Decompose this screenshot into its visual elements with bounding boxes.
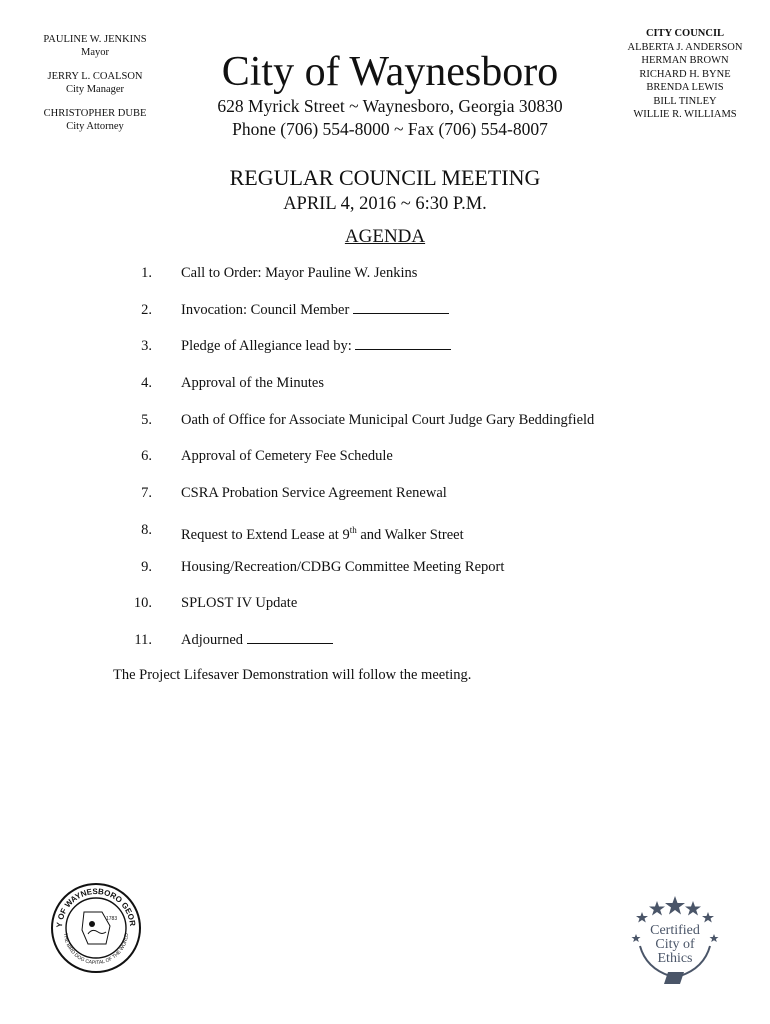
agenda-item — [100, 370, 660, 407]
agenda-list — [100, 260, 660, 664]
agenda-item — [100, 590, 660, 627]
city-council-list — [610, 27, 760, 122]
agenda-text-wrap — [181, 627, 660, 664]
agenda-number: 7. — [141, 485, 152, 502]
agenda-text: Approval of the Minutes — [181, 375, 324, 392]
official-name: PAULINE W. JENKINS — [43, 34, 147, 45]
meeting-footnote: The Project Lifesaver Demonstration will follow the meeting. — [113, 667, 472, 683]
agenda-number: 9. — [141, 558, 152, 575]
ga-emblem-icon — [664, 972, 684, 984]
council-member: HERMAN BROWN — [641, 55, 729, 66]
agenda-item — [100, 333, 660, 370]
agenda-number: 6. — [141, 448, 152, 465]
council-member: BILL TINLEY — [653, 95, 717, 107]
agenda-number: 2. — [141, 301, 152, 318]
agenda-text: Pledge of Allegiance lead by: — [181, 338, 356, 355]
agenda-text-wrap — [181, 517, 660, 554]
city-name-title: City of Waynesboro — [221, 49, 559, 95]
official-city-attorney — [20, 107, 170, 133]
agenda-item — [100, 517, 660, 554]
agenda-text: Adjourned — [181, 631, 247, 648]
agenda-item — [100, 260, 660, 297]
agenda-number: 4. — [141, 375, 152, 392]
fill-in-blank — [355, 333, 451, 350]
agenda-item — [100, 480, 660, 517]
meeting-title: REGULAR COUNCIL MEETING — [229, 165, 541, 190]
agenda-text: Call to Order: Mayor Pauline W. Jenkins — [181, 265, 418, 281]
officials-list — [20, 33, 170, 144]
official-name: CHRISTOPHER DUBE — [43, 108, 147, 119]
fill-in-blank — [353, 297, 449, 314]
meeting-date: APRIL 4, 2016 ~ 6:30 P.M. — [283, 194, 487, 214]
agenda-number: 1. — [141, 265, 152, 281]
badge-line-2: City of — [655, 937, 695, 952]
council-member: ALBERTA J. ANDERSON — [627, 41, 743, 53]
agenda-number: 3. — [141, 338, 152, 355]
city-seal-logo — [50, 882, 142, 974]
badge-line-1: Certified — [650, 923, 700, 938]
seal-graphic — [50, 882, 142, 974]
official-city-manager — [20, 70, 170, 96]
agenda-number: 8. — [141, 521, 152, 538]
seal-motto: THE BIRD DOG CAPITAL OF THE WORLD — [61, 932, 131, 967]
agenda-item — [100, 297, 660, 334]
official-title: Mayor — [81, 47, 109, 58]
agenda-text: CSRA Probation Service Agreement Renewal — [181, 485, 447, 502]
fill-in-blank — [247, 627, 333, 644]
seal-ring-text: Y OF WAYNESBORO GEOR — [54, 886, 138, 928]
agenda-number: 10. — [133, 595, 152, 612]
official-title: City Attorney — [66, 121, 124, 132]
letterhead-contact — [190, 95, 590, 141]
council-heading: CITY COUNCIL — [645, 28, 725, 39]
agenda-text: Invocation: Council Member — [181, 301, 353, 318]
agenda-item — [100, 627, 660, 664]
agenda-item — [100, 407, 660, 444]
agenda-text: and Walker Street — [356, 526, 464, 543]
street-address: 628 Myrick Street ~ Waynesboro, Georgia 30830 — [217, 96, 563, 116]
certified-city-of-ethics-badge — [622, 890, 728, 990]
agenda-text-wrap — [181, 333, 660, 370]
council-member: WILLIE R. WILLIAMS — [633, 109, 737, 120]
official-name: JERRY L. COALSON — [47, 71, 143, 82]
agenda-text-wrap — [181, 297, 660, 334]
official-title: City Manager — [65, 84, 125, 95]
council-member: RICHARD H. BYNE — [639, 68, 731, 80]
badge-line-3: Ethics — [657, 951, 693, 966]
agenda-number: 11. — [134, 631, 152, 648]
agenda-text: SPLOST IV Update — [181, 595, 298, 612]
official-mayor — [20, 33, 170, 59]
agenda-item — [100, 554, 660, 591]
agenda-number: 5. — [141, 411, 152, 428]
agenda-text: Request to Extend Lease at 9 — [181, 526, 350, 543]
ordinal-suffix: th — [349, 524, 357, 535]
agenda-heading: AGENDA — [344, 226, 426, 247]
agenda-item — [100, 443, 660, 480]
ethics-badge-graphic — [622, 890, 728, 990]
phone-fax: Phone (706) 554-8000 ~ Fax (706) 554-8007 — [232, 119, 548, 139]
meeting-header — [150, 164, 620, 249]
agenda-text: Approval of Cemetery Fee Schedule — [181, 448, 393, 465]
seal-year: 1783 — [106, 916, 118, 922]
council-member: BRENDA LEWIS — [646, 82, 724, 93]
agenda-text: Housing/Recreation/CDBG Committee Meeting Report — [181, 558, 505, 575]
agenda-text: Oath of Office for Associate Municipal Court Judge Gary Beddingfield — [181, 411, 595, 428]
